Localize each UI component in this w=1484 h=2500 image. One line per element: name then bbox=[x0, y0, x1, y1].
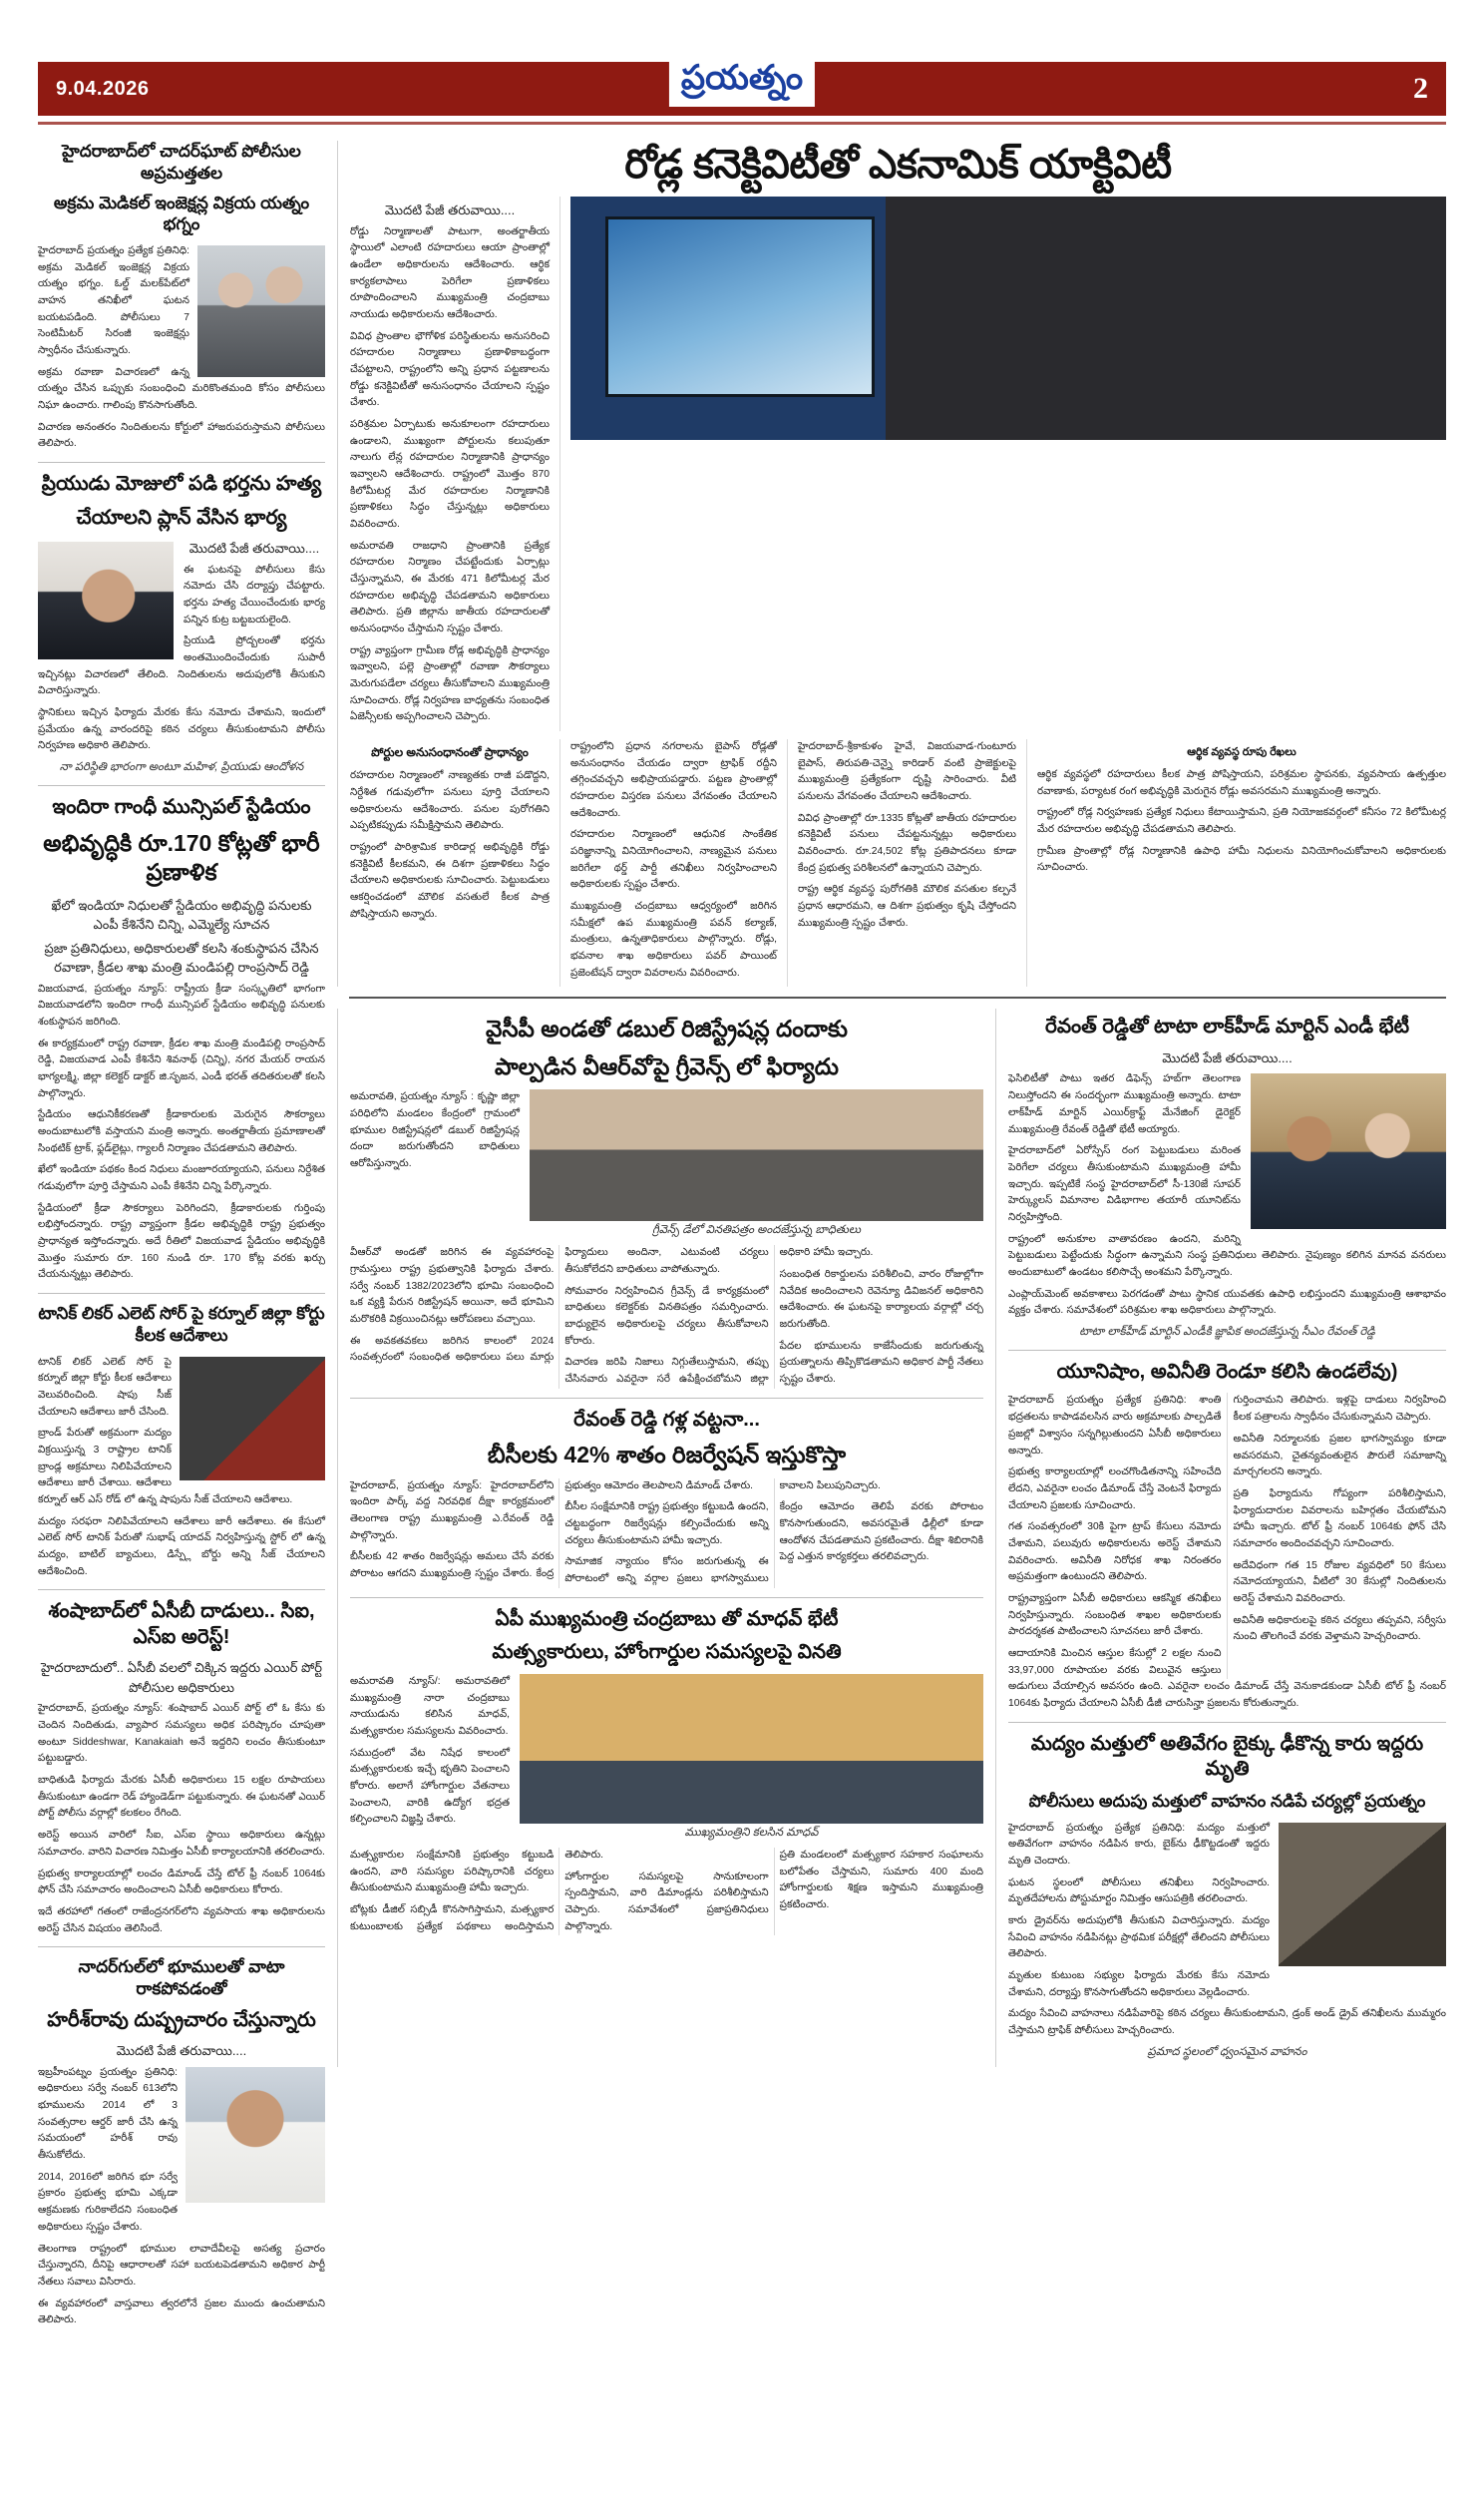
article-photo bbox=[197, 245, 325, 377]
paragraph: ఈ కార్యక్రమంలో రాష్ట్ర రవాణా, క్రీడల శాఖ మంత్రి మండిపల్లి రాంప్రసాద్ రెడ్డి, విజయవాడ ఎంపీ కేశినేని శివనాథ్ (చిన్ని), నగర మేయర్ రాయన భాగ్యలక్ష్మి, జిల్లా కలెక్టర్ డాక్టర్ జి.సృజన, ఎండీ భరత్ తదితరులతో కలసి పాల్గొన్నారు. bbox=[38, 1038, 325, 1099]
publication-date: 9.04.2026 bbox=[56, 77, 150, 100]
article-body bbox=[38, 982, 325, 1284]
sub-kicker-2: ప్రజా ప్రతినిధులు, అధికారులతో కలసి శంకుస్థాపన చేసిన రవాణా, క్రీడల శాఖ మంత్రి మండిపల్లి రాంప్రసాద్ రెడ్డి bbox=[44, 940, 319, 976]
paragraph: గత సంవత్సరంలో 30కి పైగా ట్రాప్ కేసులు నమోదు చేశామని, పలువురు అధికారులను అరెస్ట్ చేశామని వివరించారు. అవినీతి నిరోధక శాఖ నిరంతరం అప్రమత్తంగా ఉంటుందని తెలిపారు. bbox=[1008, 1521, 1222, 1583]
paragraph: స్థానికులు ఇచ్చిన ఫిర్యాదు మేరకు కేసు నమోదు చేశామని, ఇందులో ప్రమేయం ఉన్న వారందరిపై కఠిన చర్యలు తీసుకుంటామని పోలీసు నిర్వహణ అధికారి తెలిపారు. bbox=[38, 707, 325, 752]
masthead bbox=[38, 62, 1446, 125]
section-divider bbox=[349, 997, 1446, 999]
column-right bbox=[995, 1009, 1446, 2066]
headline-line-2: చేయాలని ప్లాన్ వేసిన భార్య bbox=[76, 506, 287, 529]
paragraph: రాష్ట్ర వ్యాప్తంగా గ్రామీణ రోడ్ల అభివృద్ధికి ప్రాధాన్యం ఇవ్వాలని, పల్లె ప్రాంతాల్లో రవాణా సౌకర్యాలు మెరుగుపడేలా చర్యలు తీసుకోవాలని ముఖ్యమంత్రి సూచించారు. రోడ్ల నిర్వహణ బాధ్యతను సంబంధిత ఏజెన్సీలకు అప్పగించాలని చెప్పారు. bbox=[350, 644, 550, 723]
divider bbox=[38, 785, 325, 786]
paragraph: వివిధ ప్రాంతాల భౌగోళిక పరిస్థితులను అనుసరించి రహదారుల నిర్మాణాలు ప్రణాళికాబద్ధంగా చేపట్టాలని, రాష్ట్రంలోని అన్ని ప్రధాన పట్టణాలను రోడ్డు కనెక్టివిటీతో అనుసంధానం చేయాలని స్పష్టం చేశారు. bbox=[350, 330, 550, 409]
hero-sidebar-body bbox=[1037, 767, 1446, 877]
divider bbox=[350, 1398, 983, 1399]
paragraph: పేదల భూములను కాజేసేందుకు జరుగుతున్న ప్రయత్నాలను తిప్పికొడతామని అధికార పార్టీ నేతలు స్పష్టం చేశారు. bbox=[779, 1340, 983, 1385]
divider bbox=[1008, 1350, 1446, 1351]
sub-kicker-1: ఖేలో ఇండియా నిధులతో స్టేడియం అభివృద్ధి పనులకు ఎంపీ కేశినేని చిన్ని, ఎమ్మెల్యే సూచన bbox=[51, 897, 312, 933]
article-photo-wrap bbox=[520, 1674, 983, 1848]
masthead-rule bbox=[38, 122, 1446, 125]
paragraph: హైదరాబాద్ ప్రయత్నం ప్రత్యేక ప్రతినిధి: శాంతి భద్రతలను కాపాడవలసిన వారు అక్రమాలకు పాల్పడితే ప్రజల్లో విశ్వాసం సన్నగిల్లుతుందని ఏసీబీ అధికారులు అన్నారు. bbox=[1008, 1395, 1222, 1457]
paragraph: విచారణ జరిపి నిజాలు నిగ్గుతేలుస్తామని, తప్పు చేసినవారు ఎవరైనా సరే ఉపేక్షించబోమని జిల్లా అధికారి హామీ ఇచ్చారు. bbox=[564, 1247, 874, 1385]
headline-line-1: ఏపీ ముఖ్యమంత్రి చంద్రబాబు తో మాధవ్ భేటీ bbox=[495, 1607, 839, 1630]
article-body bbox=[350, 1245, 983, 1388]
paragraph: ఎంప్లాయ్‌మెంట్ అవకాశాలు పెరగడంతో పాటు స్థానిక యువతకు ఉపాధి లభిస్తుందని ముఖ్యమంత్రి ఆశాభావం వ్యక్తం చేశారు. సమావేశంలో పరిశ్రమల శాఖ అధికారులు పాల్గొన్నారు. bbox=[1008, 1288, 1446, 1317]
article-ap-cm-fishermen bbox=[350, 1607, 983, 1936]
divider bbox=[38, 462, 325, 463]
paragraph: సోమవారం నిర్వహించిన గ్రీవెన్స్ డే కార్యక్రమంలో బాధితులు కలెక్టర్‌కు వినతిపత్రం సమర్పించారు. బాధ్యులైన అధికారులపై చర్యలు తీసుకోవాలని కోరారు. bbox=[564, 1285, 769, 1347]
paragraph: అవినీతి నిర్మూలనకు ప్రజల భాగస్వామ్యం కూడా అవసరమని, చైతన్యవంతులైన పౌరులే సమాజాన్ని మార్చగలరని అన్నారు. bbox=[1233, 1433, 1446, 1478]
hero-subcol-4 bbox=[1026, 739, 1446, 987]
paragraph: రాష్ట్రంలో అనుకూల వాతావరణం ఉందని, మరిన్ని పెట్టుబడులు పెట్టేందుకు సిద్ధంగా ఉన్నామని సంస్థ ప్రతినిధులు తెలిపారు. నైపుణ్యం కలిగిన మానవ వనరులు అందుబాటులో ఉండటం కలిసొచ్చే అంశమని పేర్కొన్నారు. bbox=[1008, 1233, 1446, 1278]
article-chaderghat-drugs bbox=[38, 141, 325, 453]
headline-line-2: అభివృద్ధికి రూ.170 కోట్లతో భారీ ప్రణాళిక bbox=[43, 829, 320, 886]
paragraph: బీసీల సంక్షేమానికి రాష్ట్ర ప్రభుత్వం కట్టుబడి ఉందని, చట్టబద్ధంగా రిజర్వేషన్లు కల్పించేందుకు అన్ని చర్యలు తీసుకుంటామని హామీ ఇచ్చారు. bbox=[564, 1501, 769, 1546]
headline-line-1: రేవంత్ రెడ్డి గళ్ల వట్టనా... bbox=[573, 1408, 760, 1431]
continuation-note: మొదటి పేజీ తరువాయి.... bbox=[1162, 1049, 1293, 1065]
paragraph: టానిక్ లికర్ ఎలెట్ సోర్ పై కర్నూల్ జిల్లా కోర్టు కీలక ఆదేశాలు వెలువరించింది. షాపు సీజ్ చేయాలని ఆదేశాలు జారీ చేసింది. bbox=[38, 1356, 172, 1418]
paragraph: మత్స్యకారుల సంక్షేమానికి ప్రభుత్వం కట్టుబడి ఉందని, వారి సమస్యల పరిష్కారానికి చర్యలు తీసుకుంటామని ముఖ్యమంత్రి హామీ ఇచ్చారు. bbox=[350, 1849, 555, 1894]
headline-line-1: హైదరాబాద్‌లో చాదర్‌ఘాట్ పోలీసుల అప్రమత్తతల bbox=[62, 142, 301, 183]
paragraph: అడుగులు వేయాల్సిన అవసరం ఉంది. ఎవరైనా లంచం డిమాండ్ చేస్తే వెనుకాడకుండా ఏసీబీ టోల్ ఫ్రీ నంబర్ 1064కు ఫిర్యాదు చేయాలని ఏసీబీ డీజీ చారుసిన్హా ప్రజలను కోరుతున్నారు. bbox=[1008, 1681, 1446, 1709]
article-photo bbox=[530, 1089, 983, 1221]
page-number: 2 bbox=[1413, 72, 1428, 105]
paragraph: బీసీలకు 42 శాతం రిజర్వేషన్లు అమలు చేసే వరకు పోరాటం ఆగదని ముఖ్యమంత్రి స్పష్టం చేశారు. కేంద్ర ప్రభుత్వం ఆమోదం తెలపాలని డిమాండ్ చేశారు. bbox=[350, 1479, 753, 1580]
page-grid bbox=[38, 135, 1446, 2334]
paragraph: 2014, 2016లో జరిగిన భూ సర్వే ప్రకారం ప్రభుత్వ భూమి ఎక్కడా ఆక్రమణకు గురికాలేదని సంబంధిత అధికారులు స్పష్టం చేశారు. bbox=[38, 2171, 178, 2233]
article-photo bbox=[520, 1674, 983, 1824]
paragraph: కారు డ్రైవర్‌ను అదుపులోకి తీసుకుని విచారిస్తున్నారు. మద్యం సేవించి వాహనం నడిపినట్లు ప్రాథమిక పరీక్షల్లో తేలిందని పోలీసులు తెలిపారు. bbox=[1008, 1914, 1270, 1960]
paragraph: హైదరాబాద్ ప్రయత్నం ప్రత్యేక ప్రతినిధి: అక్రమ మెడికల్ ఇంజెక్షన్ల విక్రయ యత్నం భగ్నం. ఓల్డ్ మలక్‌పేట్‌లో వాహన తనిఖీలో ఘటన బయటపడింది. పోలీసులు 7 సెంటిమీటర్ సిరంజీ ఇంజెక్షన్లు స్వాధీనం చేసుకున్నారు. bbox=[38, 245, 189, 357]
paragraph: బాధితుడి ఫిర్యాదు మేరకు ఏసీబీ అధికారులు 15 లక్షల రూపాయలు తీసుకుంటూ ఉండగా రెడ్ హ్యాండెడ్‌గా పట్టుకున్నారు. ఈ ఘటనతో ఎయిర్ పోర్ట్ పోలీసు వర్గాల్లో కలకలం రేగింది. bbox=[38, 1775, 325, 1820]
headline-line-2: బీసీలకు 42% శాతం రిజర్వేషన్ ఇస్తుకొస్తా bbox=[487, 1442, 847, 1468]
paragraph: మద్యం సరఫరా నిలిపివేయాలని ఆదేశాలు జారీ ఆదేశాలు. ఈ కేసులో ఎలెట్ సోర్ టానిక్ పేరుతో సుభాష్ యాదవ్ నిర్వహిస్తున్న స్టోర్ లో ఉన్న మద్యం, బాటిల్ బ్యాచులు, డిస్ప్లే బోర్డు అన్ని సీజ్ చేయాలని ఆదేశించింది. bbox=[38, 1515, 325, 1577]
headline-line-1: మద్యం మత్తులో అతివేగం బైక్కు ఢీకొన్న కారు ఇద్దరు మృతి bbox=[1030, 1732, 1424, 1781]
headline: టానిక్ లికర్ ఎలెట్ సోర్ పై కర్నూల్ జిల్లా కోర్టు కీలక ఆదేశాలు bbox=[38, 1304, 325, 1345]
paragraph: తెలంగాణ రాష్ట్రంలో భూముల లావాదేవీలపై అసత్య ప్రచారం చేస్తున్నారని, దీనిపై ఆధారాలతో సహా బయటపెడతామని అధికార పార్టీ నేతలు సవాలు విసిరారు. bbox=[38, 2243, 325, 2288]
paragraph: రాష్ట్రంలో రోడ్ల నిర్వహణకు ప్రత్యేక నిధులు కేటాయిస్తామని, ప్రతి నియోజకవర్గంలో కనీసం 72 కిలోమీటర్ల మేర రహదారుల అభివృద్ధి చేపడతామని తెలిపారు. bbox=[1037, 807, 1446, 836]
paragraph: మృతుల కుటుంబ సభ్యుల ఫిర్యాదు మేరకు కేసు నమోదు చేశామని, దర్యాప్తు కొనసాగుతోందని అధికారులు వెల్లడించారు. bbox=[1008, 1969, 1270, 1998]
photo-caption: ముఖ్యమంత్రిని కలసిన మాధవ్ bbox=[684, 1826, 819, 1839]
article-revanth-bc-reservation bbox=[350, 1408, 983, 1588]
hero-subcol-2 bbox=[559, 739, 787, 987]
paragraph: అదేవిధంగా గత 15 రోజుల వ్యవధిలో 50 కేసులు నమోదయ్యాయని, వీటిలో 30 కేసుల్లో నిందితులను అరెస్ట్ చేశామని వివరించారు. bbox=[1233, 1559, 1446, 1604]
paragraph: హైదరాబాద్‌లో ఏరోస్పేస్ రంగ పెట్టుబడులు మరింత పెరిగేలా చర్యలు తీసుకుంటామని ముఖ్యమంత్రి హామీ ఇచ్చారు. ఇప్పటికే సంస్థ హైదరాబాద్‌లో సీ-130జే సూపర్ హెర్క్యులస్ విమానాల విడిభాగాల తయారీ యూనిట్‌ను నిర్వహిస్తోంది. bbox=[1008, 1145, 1241, 1223]
article-body bbox=[350, 1848, 983, 1935]
hero-subcol-3 bbox=[787, 739, 1026, 987]
paragraph: రాష్ట్రంలో పారిశ్రామిక కారిడార్ల అభివృద్ధికి రోడ్డు కనెక్టివిటీ కీలకమని, ఈ దిశగా ప్రణాళికలు సిద్ధం చేయాలని అధికారులకు సూచించారు. పెట్టుబడులు ఆకర్షించడంలో మౌలిక వసతులే కీలక పాత్ర పోషిస్తాయని అన్నారు. bbox=[350, 842, 550, 920]
column-left bbox=[38, 135, 337, 2334]
paragraph: ప్రభుత్వ కార్యాలయాల్లో లంచగొండితనాన్ని సహించేది లేదని, ఎవరైనా లంచం డిమాండ్ చేస్తే వెంటనే ఫిర్యాదు చేయాలని ప్రజలకు సూచించారు. bbox=[1008, 1466, 1222, 1511]
paragraph: ఈ వ్యవహారంలో వాస్తవాలు త్వరలోనే ప్రజల ముందు ఉంచుతామని తెలిపారు. bbox=[38, 2297, 325, 2326]
paragraph: ఈ అవకతవకలు జరిగిన కాలంలో 2024 సంవత్సరంలో సంబంధిత అధికారులు పలు మార్లు ఫిర్యాదులు అందినా, ఎటువంటి చర్యలు తీసుకోలేదని బాధితులు వాపోతున్నారు. bbox=[350, 1247, 769, 1364]
paragraph: హైదరాబాద్ ప్రయత్నం ప్రత్యేక ప్రతినిధి: మద్యం మత్తులో అతివేగంగా వాహనం నడిపిన కారు, బైక్‌ను ఢీకొట్టడంతో ఇద్దరు మృతి చెందారు. bbox=[1008, 1822, 1270, 1867]
article-ysrcp-double-registration bbox=[350, 1015, 983, 1388]
article-acb-raid bbox=[38, 1599, 325, 1937]
article-photo bbox=[180, 1357, 325, 1480]
sub-kicker: హైదరాబాదులో.. ఏసీబీ వలలో చిక్కిన ఇద్దరు ఎయిర్ పోర్ట్ పోలీసుల అధికారులు bbox=[40, 1660, 322, 1695]
article-photo-wrap bbox=[530, 1089, 983, 1245]
hero-text-col bbox=[350, 197, 559, 731]
continuation-note: మొదటి పేజీ తరువాయి.... bbox=[116, 2043, 247, 2059]
paragraph: ఈ ఘటనపై పోలీసులు కేసు నమోదు చేసి దర్యాప్తు చేపట్టారు. భర్తను హత్య చేయించేందుకు భార్య పన్నిన కుట్ర బట్టబయలైంది. bbox=[184, 564, 325, 625]
article-photo bbox=[1251, 1073, 1446, 1229]
paragraph: విచారణ అనంతరం నిందితులను కోర్టులో హాజరుపరుస్తామని పోలీసులు తెలిపారు. bbox=[38, 421, 325, 450]
paragraph: అమరావతి రాజధాని ప్రాంతానికి ప్రత్యేక రహదారుల నిర్మాణం చేపట్టేందుకు ఏర్పాట్లు చేస్తున్నామని, ఈ మేరకు 471 కిలోమీటర్ల మేర రహదారుల అభివృద్ధి చేపడతామని అధికారులు తెలిపారు. ప్రతి జిల్లాను జాతీయ రహదారులతో అనుసంధానం చేస్తామని స్పష్టం చేశారు. bbox=[350, 540, 550, 634]
divider bbox=[38, 1589, 325, 1590]
paragraph: ప్రియుడి ప్రోద్బలంతో భర్తను అంతమొందించేందుకు సుపారీ ఇచ్చినట్లు విచారణలో తేలింది. నిందితులను అదుపులోకి తీసుకుని విచారిస్తున్నారు. bbox=[38, 635, 325, 697]
headline-line-2: మత్స్యకారులు, హోంగార్డుల సమస్యలపై వినతి bbox=[492, 1641, 842, 1664]
article-drunk-driving-accident bbox=[1008, 1732, 1446, 2061]
paragraph: రహదారుల నిర్మాణంలో ఆధునిక సాంకేతిక పరిజ్ఞానాన్ని వినియోగించాలని, నాణ్యమైన పనులు జరిగేలా థర్డ్ పార్టీ తనిఖీలు నిర్వహించాలని అధికారులకు స్పష్టం చేశారు. bbox=[570, 829, 777, 891]
hero-body-extra bbox=[798, 739, 1016, 932]
paragraph: హోంగార్డుల సమస్యలపై సానుకూలంగా స్పందిస్తామని, వారి డిమాండ్లను పరిశీలిస్తామని చెప్పారు. సమావేశంలో ప్రజాప్రతినిధులు పాల్గొన్నారు. bbox=[564, 1871, 769, 1932]
paragraph: స్టేడియంలో క్రీడా సౌకర్యాలు పెరిగిందని, క్రీడాకారులకు గుర్తింపు లభిస్తోందన్నారు. రాష్ట్ర వ్యాప్తంగా క్రీడల అభివృద్ధికి రాష్ట్ర ప్రభుత్వం ప్రాధాన్యత ఇస్తోందన్నారు. అదే రీతిలో విజయవాడ స్టేడియం అభివృద్ధికి మొత్తం సుమారు రూ. 160 నుండి రూ. 170 కోట్ల వరకు ఖర్చు చేయనున్నట్లు తెలిపారు. bbox=[38, 1202, 325, 1281]
divider bbox=[1008, 1722, 1446, 1723]
hero-subcol-1 bbox=[350, 739, 559, 987]
paragraph: బోట్లకు డీజిల్ సబ్సిడీ కొనసాగిస్తామని, మత్స్యకార కుటుంబాలకు ప్రత్యేక పథకాలు అందిస్తామని తెలిపారు. bbox=[350, 1849, 604, 1932]
hero-media-col bbox=[559, 197, 1446, 731]
paragraph: స్టేడియం ఆధునికీకరణతో క్రీడాకారులకు మెరుగైన సౌకర్యాలు అందుబాటులోకి వస్తాయని మంత్రి అన్నారు. అంతర్జాతీయ ప్రమాణాలతో సింథటిక్ ట్రాక్, ఫ్లడ్‌లైట్లు, గ్యాలరీ నిర్మాణం చేపడతామని తెలిపారు. bbox=[38, 1109, 325, 1154]
article-wife-murder-plot bbox=[38, 472, 325, 776]
divider bbox=[350, 1597, 983, 1598]
divider bbox=[38, 1293, 325, 1294]
headline: యూనిషాం, అవినీతి రెండూ కలిసి ఉండలేవు) bbox=[1056, 1360, 1398, 1383]
paragraph: గ్రామీణ ప్రాంతాల్లో రోడ్ల నిర్మాణానికి ఉపాధి హామీ నిధులను వినియోగించుకోవాలని అధికారులకు సూచించారు. bbox=[1037, 845, 1446, 874]
headline-line-2: అక్రమ మెడికల్ ఇంజెక్షన్ల విక్రయ యత్నం భగ్నం bbox=[53, 193, 310, 234]
headline-line-1: వైసీపీ అండతో డబుల్ రిజిస్ట్రేషన్ల దందాకు bbox=[486, 1016, 848, 1042]
paragraph: ప్రతి మండలంలో మత్స్యకార సహకార సంఘాలను బలోపేతం చేస్తామని, సుమారు 400 మంది హోంగార్డులకు శిక్షణ ఇస్తామని ముఖ్యమంత్రి ప్రకటించారు. bbox=[779, 1849, 983, 1910]
paragraph: ఆదాయానికి మించిన ఆస్తుల కేసుల్లో 2 లక్షల నుంచి 33,97,000 రూపాయల వరకు విలువైన ఆస్తులు గుర్తించామని తెలిపారు. ఇళ్లపై దాడులు నిర్వహించి కీలక పత్రాలను స్వాధీనం చేసుకున్నామని చెప్పారు. bbox=[1008, 1395, 1446, 1676]
paragraph: కేంద్రం ఆమోదం తెలిపే వరకు పోరాటం కొనసాగుతుందని, అవసరమైతే ఢిల్లీలో కూడా ఆందోళన చేపడతామని ప్రకటించారు. దీక్షా శిబిరానికి పెద్ద ఎత్తున కార్యకర్తలు తరలివచ్చారు. bbox=[779, 1501, 983, 1563]
headline: శంషాబాద్‌లో ఏసీబీ దాడులు.. సిఐ, ఎస్ఐ అరెస్ట్! bbox=[48, 1600, 315, 1648]
paragraph: పరిశ్రమల ఏర్పాటుకు అనుకూలంగా రహదారులు ఉండాలని, ముఖ్యంగా పోర్టులను కలుపుతూ నాలుగు లేన్ల రహదారుల నిర్మాణానికి ప్రాధాన్యం ఇవ్వాలని ఆదేశించారు. రాష్ట్రంలో మొత్తం 870 కిలోమీటర్ల మేర రహదారుల నిర్మాణానికి ప్రణాళికలు సిద్ధం చేస్తున్నట్లు అధికారులు వివరించారు. bbox=[350, 418, 550, 530]
paragraph: హైదరాబాద్, ప్రయత్నం న్యూస్: శంషాబాద్ ఎయిర్ పోర్ట్ లో ఓ కేసు కు చెందిన నిందితుడు, వ్యాపార సమస్యలు అధిక పరిష్కారం చూపుతా అంటూ Siddeshwar, Kanakaiah అనే ఇద్దరిని లంచం తీసుకుంటూ పట్టుబడ్డారు. bbox=[38, 1703, 325, 1765]
hero-body-extra bbox=[350, 768, 550, 923]
headline-line-2: హరీశ్‌రావు దుష్ప్రచారం చేస్తున్నారు bbox=[47, 2008, 316, 2031]
paragraph: అక్రమ రవాణా విచారణలో ఉన్న యత్నం చేసిన ఒప్పుకు సంబంధించి మరికొంతమంది కోసం పోలీసులు నిఘా ఉంచారు. గాలింపు కొనసాగుతోంది. bbox=[38, 366, 325, 412]
paragraph: ఘటన స్థలంలో పోలీసులు తనిఖీలు నిర్వహించారు. మృతదేహాలను పోస్టుమార్టం నిమిత్తం ఆసుపత్రికి తరలించారు. bbox=[1008, 1876, 1270, 1905]
paragraph: రాష్ట్రంలోని ప్రధాన నగరాలను బైపాస్ రోడ్లతో అనుసంధానం చేయడం ద్వారా ట్రాఫిక్ రద్దీని తగ్గించవచ్చని అభిప్రాయపడ్డారు. పట్టణ ప్రాంతాల్లో రహదారుల విస్తరణ పనులు వేగవంతం చేయాలని ఆదేశించారు. bbox=[570, 740, 777, 819]
headline-line-2: పాల్పడిన వీఆర్‌వోపై గ్రీవెన్స్ లో ఫిర్యాదు bbox=[495, 1052, 839, 1079]
article-revanth-lockheed bbox=[1008, 1015, 1446, 1341]
paragraph: ముఖ్యమంత్రి చంద్రబాబు ఆధ్వర్యంలో జరిగిన సమీక్షలో ఉప ముఖ్యమంత్రి పవన్ కల్యాణ్, మంత్రులు, ఉన్నతాధికారులు పాల్గొన్నారు. రోడ్లు, భవనాల శాఖ అధికారులు పవర్ పాయింట్ ప్రజెంటేషన్ ద్వారా వివరాలను వివరించారు. bbox=[570, 901, 777, 979]
divider bbox=[38, 1946, 325, 1947]
paragraph: అమరావతి, ప్రయత్నం న్యూస్ : కృష్ణా జిల్లా పరిధిలోని మండలం కేంద్రంలో గ్రామంలో భూముల రిజిస్ట్రేషన్లలో డబుల్ రిజిస్ట్రేషన్ల దందా జరుగుతోందని బాధితులు ఆరోపిస్తున్నారు. bbox=[350, 1091, 520, 1169]
paragraph: సామాజిక న్యాయం కోసం జరుగుతున్న ఈ పోరాటంలో అన్ని వర్గాల ప్రజలు భాగస్వాములు కావాలని పిలుపునిచ్చారు. bbox=[564, 1479, 881, 1585]
hero-photo bbox=[570, 197, 1446, 440]
article-nadergul-land bbox=[38, 1956, 325, 2329]
article-body bbox=[1008, 1393, 1446, 1679]
paragraph: హైదరాబాద్-శ్రీకాకుళం హైవే, విజయవాడ-గుంటూరు బైపాస్, తిరుపతి-చెన్నై కారిడార్ వంటి ప్రాజెక్టులపై ముఖ్యమంత్రి ప్రత్యేకంగా దృష్టి సారించారు. వీటి పనులను వేగవంతం చేయాలని ఆదేశించారు. bbox=[798, 740, 1016, 802]
column-mid bbox=[337, 1009, 995, 2066]
headline: రేవంత్ రెడ్డితో టాటా లాక్‌హీడ్ మార్టిన్ ఎండీ భేటీ bbox=[1044, 1016, 1410, 1039]
paragraph: అరెస్ట్ అయిన వారిలో సీఐ, ఎస్ఐ స్థాయి అధికారులు ఉన్నట్లు సమాచారం. వారిని విచారణ నిమిత్తం ఏసీబీ కార్యాలయానికి తరలించారు. bbox=[38, 1830, 325, 1858]
paragraph: విజయవాడ, ప్రయత్నం న్యూస్: రాష్ట్రీయ క్రీడా సంస్కృతిలో భాగంగా విజయవాడలోని ఇందిరా గాంధీ మున్సిపల్ స్టేడియం అభివృద్ధి పనులకు శంకుస్థాపన జరిగింది. bbox=[38, 983, 325, 1028]
photo-caption: టాటా లాక్‌హీడ్ మార్టిన్ ఎండీకి జ్ఞాపిక అందజేస్తున్న సీఎం రేవంత్ రెడ్డి bbox=[1079, 1325, 1375, 1338]
paragraph: అమరావతి న్యూస్/: అమరావతిలో ముఖ్యమంత్రి నారా చంద్రబాబు నాయుడును కలిసిన మాధవ్, మత్స్యకారుల సమస్యలను వివరించారు. bbox=[350, 1675, 510, 1737]
paragraph: రహదారుల నిర్మాణంలో నాణ్యతకు రాజీ పడొద్దని, నిర్దేశిత గడువులోగా పనులు పూర్తి చేయాలని అధికారులను ఆదేశించారు. పనుల పురోగతిని ఎప్పటికప్పుడు సమీక్షిస్తామని తెలిపారు. bbox=[350, 770, 550, 832]
headline-line-2: పోలీసులు అదుపు మత్తులో వాహనం నడిపే చర్యల్లో ప్రయత్నం bbox=[1028, 1791, 1426, 1811]
article-body-tail bbox=[1008, 1679, 1446, 1712]
article-indira-gandhi-stadium bbox=[38, 795, 325, 1284]
paragraph: ఇదే తరహాలో గతంలో రాజేంద్రనగర్‌లోని వ్యవసాయ శాఖ అధికారులను అరెస్ట్ చేసిన విషయం తెలిసిందే. bbox=[38, 1905, 325, 1934]
newspaper-page bbox=[0, 62, 1484, 2500]
paragraph: ఫెసిలిటీతో పాటు ఇతర డిఫెన్స్ హబ్‌గా తెలంగాణ నిలుస్తోందని ఈ సందర్భంగా ముఖ్యమంత్రి అన్నారు. టాటా లాక్‌హీడ్ మార్టిన్ ఎయిర్‌క్రాఫ్ట్ మేనేజింగ్ డైరెక్టర్ ముఖ్యమంత్రి రేవంత్ రెడ్డితో భేటీ అయ్యారు. bbox=[1008, 1073, 1241, 1135]
paragraph: హైదరాబాద్, ప్రయత్నం న్యూస్: హైదరాబాద్‌లోని ఇందిరా పార్క్ వద్ద నిరవధిక దీక్షా కార్యక్రమంలో తెలంగాణ రాష్ట్ర ముఖ్యమంత్రి ఎ.రేవంత్ రెడ్డి పాల్గొన్నారు. bbox=[350, 1479, 555, 1541]
article-body bbox=[38, 1701, 325, 1937]
sidebar-title: ఆర్థిక వ్యవస్థ రూపు రేఖలు bbox=[1187, 745, 1297, 758]
lead-text bbox=[350, 1089, 520, 1245]
article-tonic-liquor bbox=[38, 1303, 325, 1580]
paragraph: మద్యం సేవించి వాహనాలు నడిపేవారిపై కఠిన చర్యలు తీసుకుంటామని, డ్రంక్ అండ్ డ్రైవ్ తనిఖీలను ముమ్మరం చేస్తామని ట్రాఫిక్ పోలీసులు హెచ్చరించారు. bbox=[1008, 2008, 1446, 2036]
article-body bbox=[350, 1478, 983, 1588]
article-photo bbox=[38, 542, 174, 659]
paragraph: రాష్ట్ర ఆర్థిక వ్యవస్థ పురోగతికి మౌలిక వసతుల కల్పనే ప్రధాన ఆధారమని, ఆ దిశగా ప్రభుత్వం కృషి చేస్తోందని ముఖ్యమంత్రి స్పష్టం చేశారు. bbox=[798, 884, 1016, 929]
continuation-note: మొదటి పేజీ తరువాయి.... bbox=[384, 203, 516, 217]
lower-grid bbox=[337, 1009, 1446, 2066]
masthead-bar bbox=[38, 62, 1446, 116]
paragraph: ప్రతి ఫిర్యాదును గోప్యంగా పరిశీలిస్తామని, ఫిర్యాదుదారుల వివరాలను బహిర్గతం చేయబోమని హామీ ఇచ్చారు. టోల్ ఫ్రీ నంబర్ 1064కు ఫోన్ చేసి సమాచారం అందించవచ్చని సూచించారు. bbox=[1233, 1487, 1446, 1549]
paragraph: వివిధ ప్రాంతాల్లో రూ.1335 కోట్లతో జాతీయ రహదారుల కనెక్టివిటీ పనులు చేపట్టనున్నట్లు అధికారులు వివరించారు. రూ.24,502 కోట్ల ప్రతిపాదనలు కూడా కేంద్ర ప్రభుత్వ పరిశీలనలో ఉన్నాయని చెప్పారు. bbox=[798, 812, 1016, 874]
paragraph: ప్రభుత్వ కార్యాలయాల్లో లంచం డిమాండ్ చేస్తే టోల్ ఫ్రీ నంబర్ 1064కు ఫోన్ చేసి సమాచారం అందించాలని ఏసీబీ అధికారులు కోరారు. bbox=[38, 1868, 325, 1896]
paragraph: రాష్ట్రవ్యాప్తంగా ఏసీబీ అధికారులు ఆకస్మిక తనిఖీలు నిర్వహిస్తున్నారు. సంబంధిత శాఖల అధికారులకు పారదర్శకత పాటించాలని సూచనలు జారీ చేశారు. bbox=[1008, 1592, 1222, 1638]
article-photo bbox=[186, 2067, 325, 2203]
photo-caption: గ్రీవెన్స్ డేలో వినతిపత్రం అందజేస్తున్న బాధితులు bbox=[652, 1224, 861, 1237]
column-group-right bbox=[337, 135, 1446, 2334]
photo-caption: ప్రమాద స్థలంలో ధ్వంసమైన వాహనం bbox=[1147, 2045, 1307, 2058]
article-photo bbox=[1279, 1823, 1446, 1966]
headline-line-1: నాదర్‌గుల్‌లో భూములతో వాటా రాకపోవడంతో bbox=[78, 1957, 285, 1998]
paragraph: ఖేలో ఇండియా పథకం కింద నిధులు మంజూరయ్యాయని, పనులు నిర్దేశిత గడువులోగా పూర్తి చేస్తామని ఎంపీ కేశినేని చిన్ని పేర్కొన్నారు. bbox=[38, 1164, 325, 1192]
headline-line-1: ఇందిరా గాంధీ మున్సిపల్ స్టేడియం bbox=[52, 796, 311, 819]
article-anti-corruption bbox=[1008, 1360, 1446, 1713]
paragraph: అవినీతి అధికారులపై కఠిన చర్యలు తప్పవని, సర్వీసు నుంచి తొలగించే వరకు వెళ్తామని హెచ్చరించారు. bbox=[1233, 1614, 1446, 1643]
continuation-note: మొదటి పేజీ తరువాయి.... bbox=[188, 541, 320, 557]
photo-caption: నా పరిస్థితి భారంగా అంటూ మహిళ, ప్రియుడు ఆందోళన bbox=[59, 761, 304, 774]
newspaper-logo: ప్రయత్నం bbox=[669, 54, 815, 107]
headline-line-1: ప్రియుడు మోజులో పడి భర్తను హత్య bbox=[41, 473, 322, 496]
paragraph: ఆర్థిక వ్యవస్థలో రహదారులు కీలక పాత్ర పోషిస్తాయని, పరిశ్రమల స్థాపనకు, వ్యవసాయ ఉత్పత్తుల రవాణాకు, పర్యాటక రంగ అభివృద్ధికి మెరుగైన రోడ్లు అవసరమని ముఖ్యమంత్రి అన్నారు. bbox=[1037, 769, 1446, 797]
paragraph: వీఆర్‌వో అండతో జరిగిన ఈ వ్యవహారంపై గ్రామస్తులు రాష్ట్ర ప్రభుత్వానికి ఫిర్యాదు చేశారు. సర్వే నంబర్ 1382/2023లోని భూమి సంబంధించి ఒక వ్యక్తి పేరున రిజిస్ట్రేషన్ అయినా, అదే భూమిని మరొకరికి విక్రయించినట్లు ఆరోపణలు వచ్చాయి. bbox=[350, 1247, 555, 1325]
paragraph: సముద్రంలో వేట నిషేధ కాలంలో మత్స్యకారులకు ఇచ్చే భృతిని పెంచాలని కోరారు. అలాగే హోంగార్డుల వేతనాలు పెంచాలని, వారికి ఉద్యోగ భద్రత కల్పించాలని విజ్ఞప్తి చేశారు. bbox=[350, 1747, 510, 1826]
sub-headline: పోర్టుల అనుసంధానంతో ప్రాధాన్యం bbox=[371, 744, 529, 759]
lead-text bbox=[350, 1674, 510, 1848]
hero-body-extra bbox=[570, 739, 777, 982]
paragraph: రోడ్డు నిర్మాణాలతో పాటుగా, అంతర్జాతీయ స్థాయిలో ఎలాంటి రహదారులు ఆయా ప్రాంతాల్లో ఉండేలా అధికారులను ఆదేశించారు. ఆర్థిక కార్యకలాపాలు పెరిగేలా ప్రణాళికలు రూపొందించాలని ముఖ్యమంత్రి చంద్రబాబు నాయుడు అధికారులను ఆదేశించారు. bbox=[350, 225, 550, 320]
paragraph: సంబంధిత రికార్డులను పరిశీలించి, వారం రోజుల్లోగా నివేదిక అందించాలని రెవెన్యూ డివిజనల్ అధికారిని ఆదేశించారు. ఈ ఘటనపై కార్యాలయ వర్గాల్లో చర్చ జరుగుతోంది. bbox=[779, 1268, 983, 1330]
hero-headline: రోడ్ల కనెక్టివిటీతో ఎకనామిక్ యాక్టివిటీ bbox=[624, 143, 1172, 187]
paragraph: ఇబ్రహీంపట్నం ప్రయత్నం ప్రతినిధి: అధికారులు సర్వే నంబర్ 613లోని భూములను 2014 లో 3 సంవత్సరాల ఆర్డర్ జారీ చేసి ఉన్న సమయంలో హరీశ్ రావు తీసుకోలేదు. bbox=[38, 2066, 178, 2162]
paragraph: బ్రాండ్ పేరుతో అక్రమంగా మద్యం విక్రయిస్తున్న 3 రాష్ట్రాల టానిక్ బ్రాండ్ల అక్రమాలు నిలిపివేయాలని ఆదేశాలు జారీ చేశాయి. ఆదేశాలు కర్నూల్ ఆర్ ఎస్ రోడ్ లో ఉన్న షాపును సీజ్ చేయాలని ఆదేశాలు. bbox=[38, 1428, 293, 1505]
hero-body bbox=[350, 224, 550, 726]
hero-article bbox=[337, 141, 1446, 987]
